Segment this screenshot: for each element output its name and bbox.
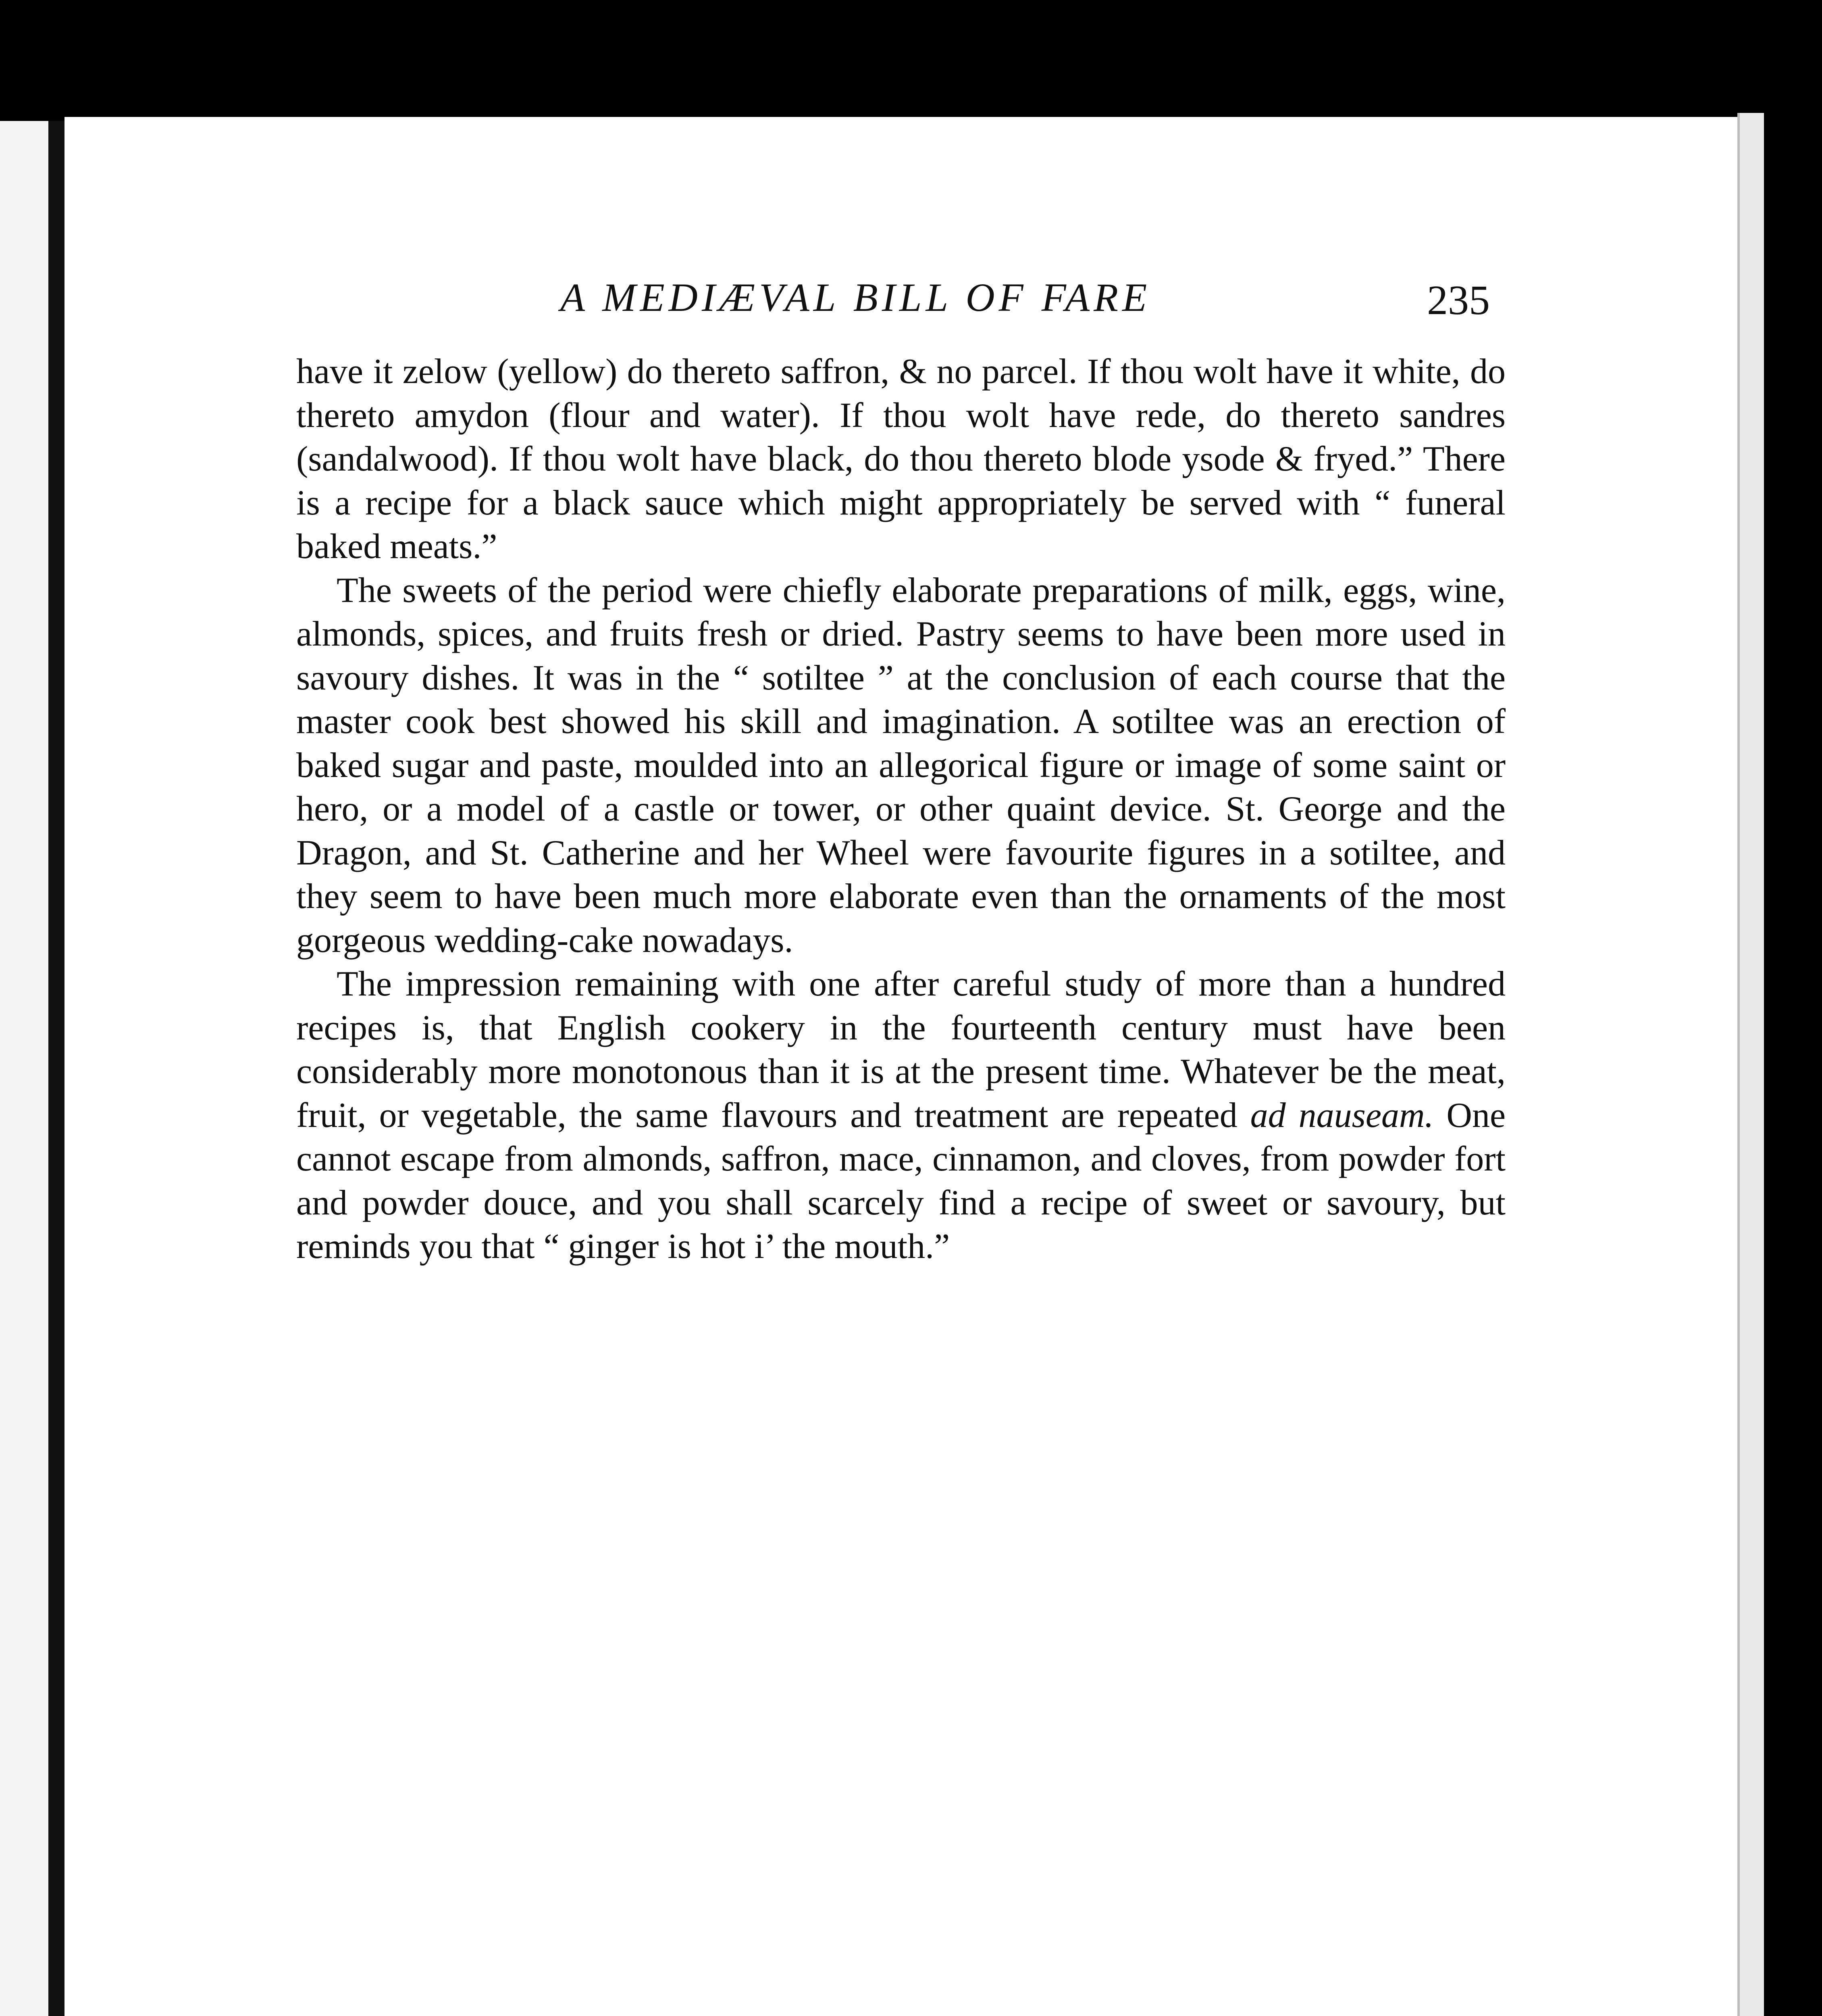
running-head: A MEDIÆVAL BILL OF FARE xyxy=(560,275,1151,320)
body-text xyxy=(296,350,1506,1269)
paragraph-3 xyxy=(296,962,1506,1269)
paragraph-3-text-b: One cannot escape from almonds, saffron, mace, cinnamon, and cloves, from powder fort and powder douce, and you shall scarcely find a recipe of sweet or savoury, but reminds you that “ ginger is hot i’ the mouth.” xyxy=(296,1095,1506,1266)
paragraph-2: The sweets of the period were chiefly elaborate preparations of milk, eggs, wine, almonds, spices, and fruits fresh or dried. Pastry seems to have been more used in savoury dishes. It was in the “ sotiltee ” at the conclusion of each course that the master cook best showed his skill and imagination. A sotiltee was an erection of baked sugar and paste, moulded into an allegorical figure or image of some saint or hero, or a model of a castle or tower, or other quaint device. St. George and the Dragon, and St. Catherine and her Wheel were favourite figures in a sotiltee, and they seem to have been much more elaborate even than the ornaments of the most gorgeous wedding-cake nowadays. xyxy=(296,571,1506,960)
paragraph-3-text-a: The impression remaining with one after careful study of more than a hundred recipes is, that English cookery in the fourteenth century must have been considerably more monotonous than it is at the present time. Whatever be the meat, fruit, or vegetable, the same flavours and treatment are repeated xyxy=(296,964,1506,1135)
page-edge xyxy=(1737,113,1764,2016)
paragraph-1: have it zelow (yellow) do thereto saffron, & no parcel. If thou wolt have it white, do thereto amydon (flour and water). If thou wolt have rede, do thereto sandres (sandalwood). If thou wolt have black, do thou thereto blode ysode & fryed.” There is a recipe for a black sauce which might appropriately be served with “ funeral baked meats.” xyxy=(296,352,1506,566)
paragraph-3-italic: ad nauseam. xyxy=(1250,1095,1434,1135)
page-number: 235 xyxy=(1427,277,1490,323)
book-gutter xyxy=(48,121,64,2016)
